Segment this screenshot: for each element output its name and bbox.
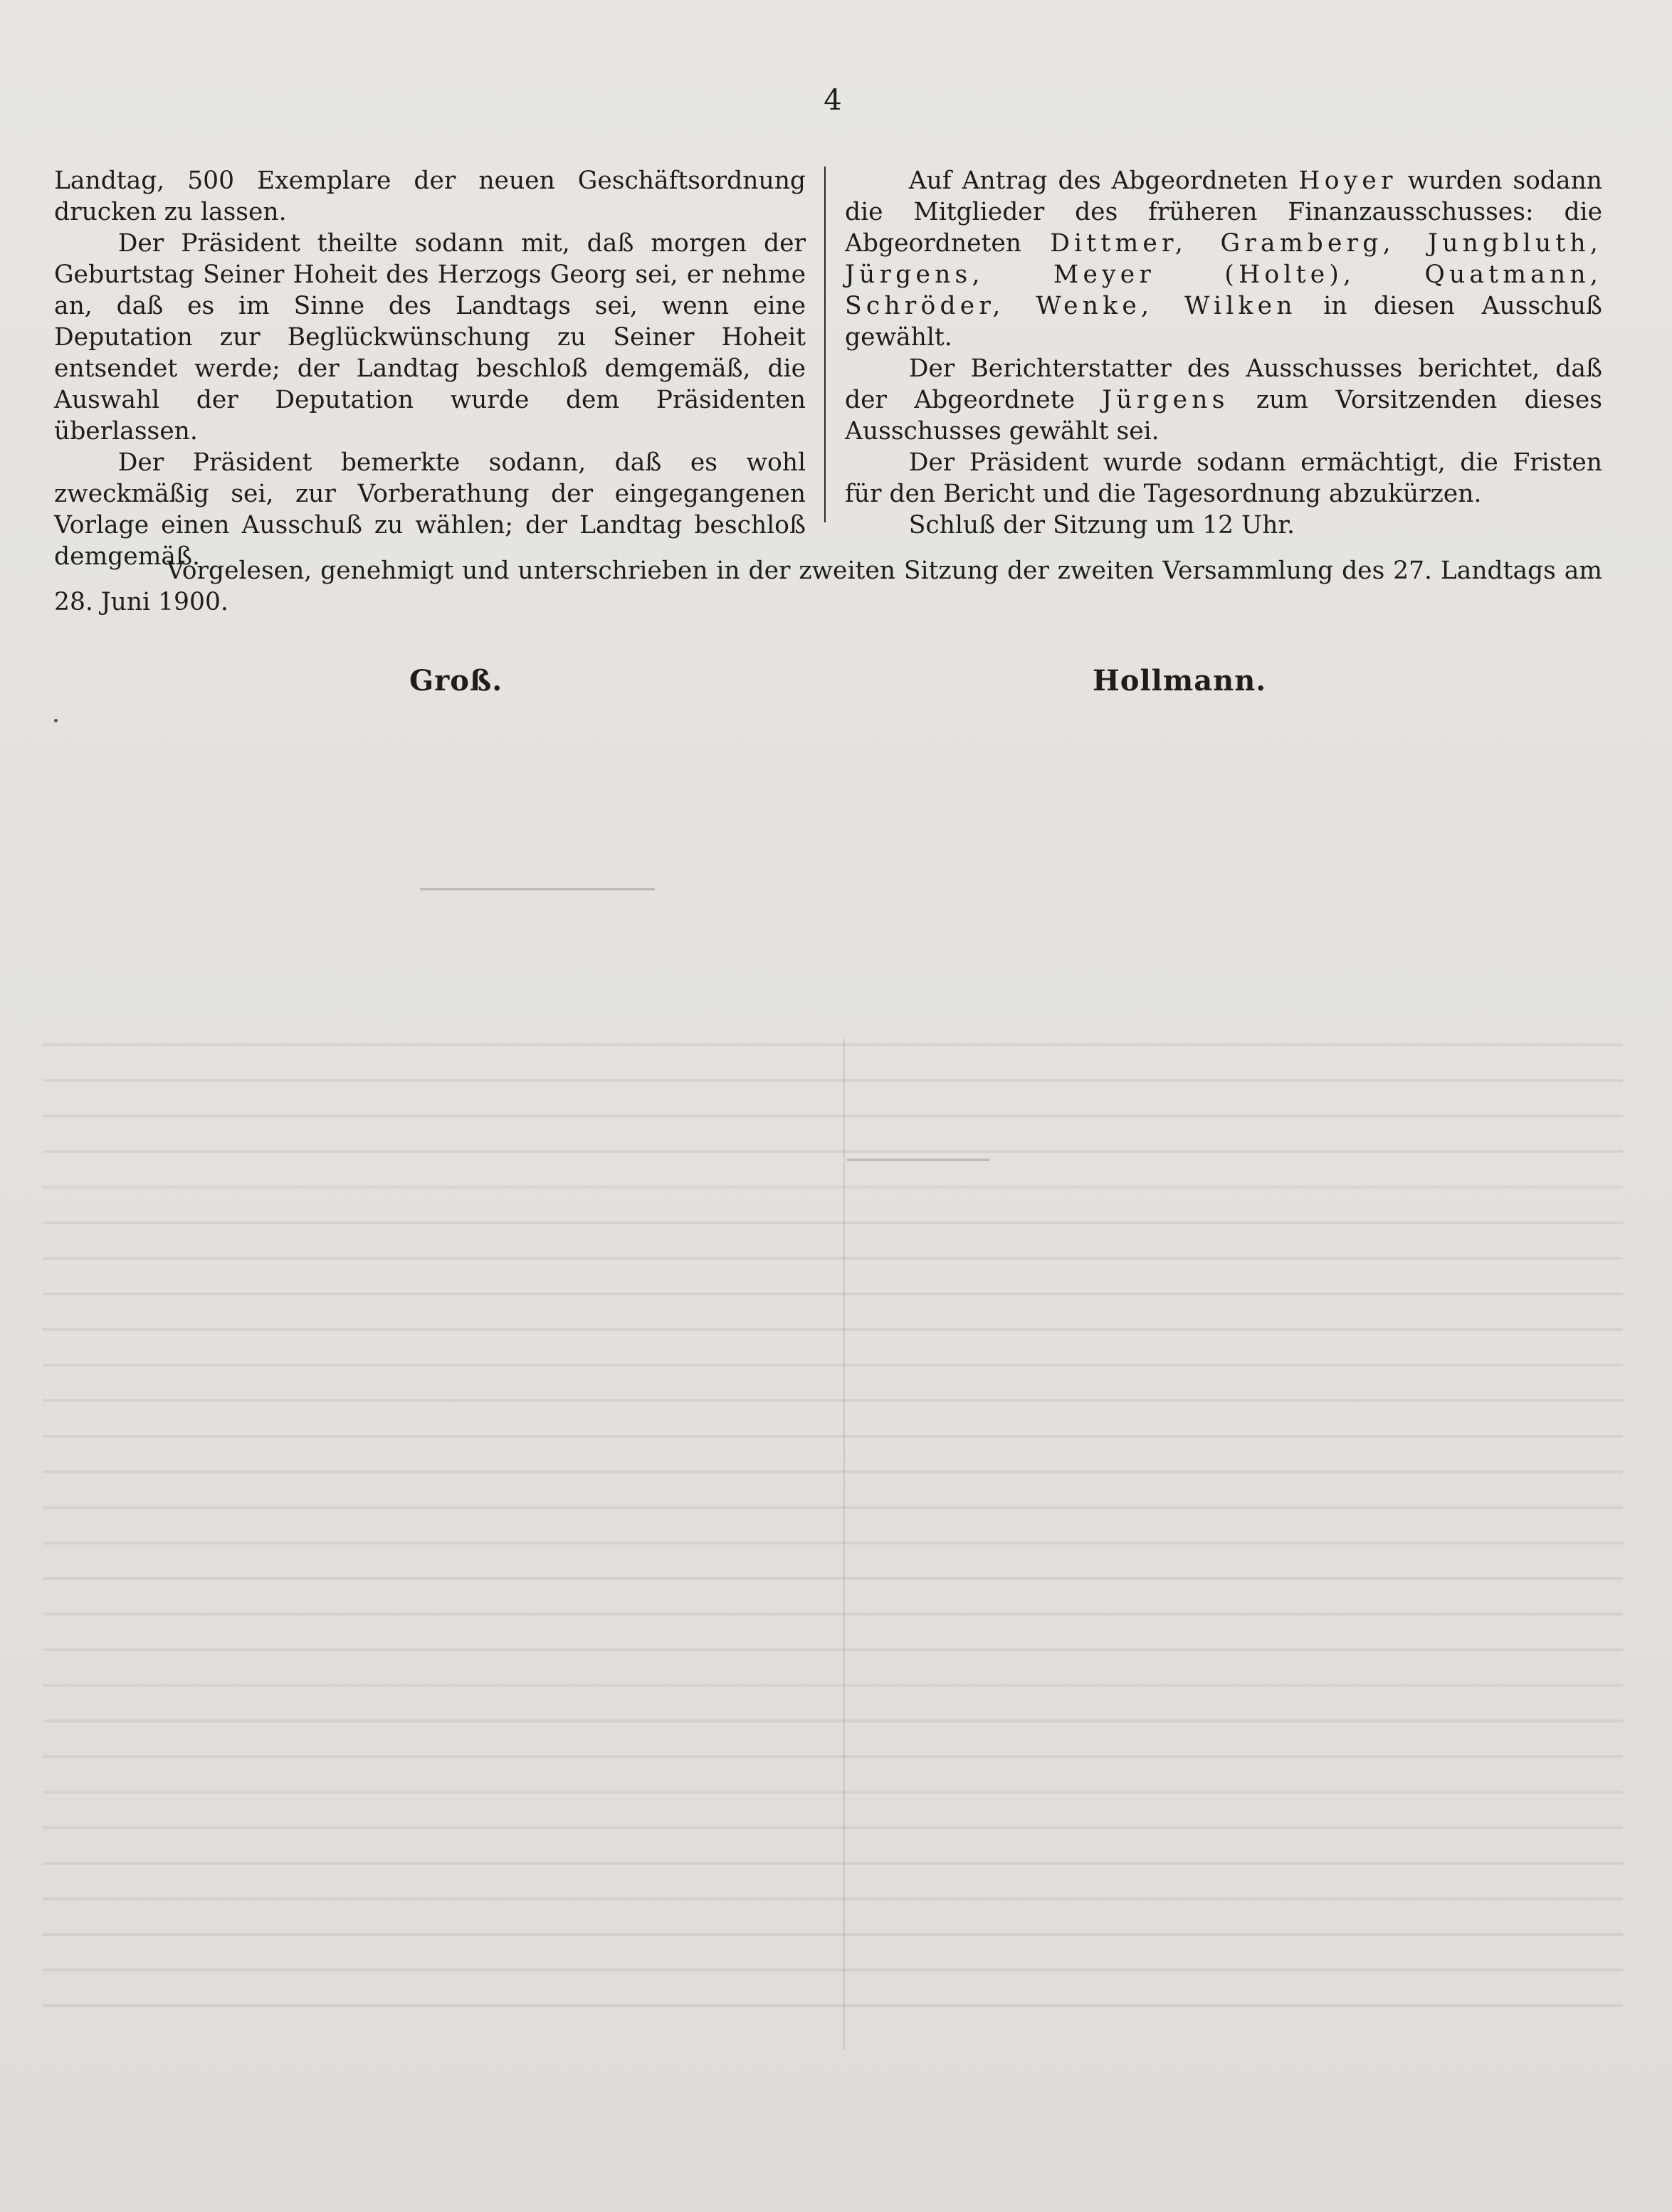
bleed-through-divider — [843, 1039, 845, 2050]
closing-statement: Vorgelesen, genehmigt und unterschrieben in der zweiten Sitzung der zweiten Versammlung des 27. Landtags am 28. Juni 1900. — [54, 557, 1602, 616]
paragraph: Schluß der Sitzung um 12 Uhr. — [908, 511, 1295, 539]
signature-right: Hollmann. — [1093, 664, 1267, 697]
paragraph — [845, 353, 1602, 447]
paragraph — [845, 165, 1602, 353]
signature-left: Groß. — [409, 664, 503, 697]
column-divider — [824, 167, 826, 522]
paragraph: Landtag, 500 Exemplare der neuen Geschäftsordnung drucken zu lassen. — [54, 167, 806, 226]
left-column — [54, 165, 806, 572]
page-number: 4 — [824, 84, 842, 117]
paragraph: Der Präsident wurde sodann ermächtigt, die Fristen für den Bericht und die Tagesordnung abzukürzen. — [845, 448, 1602, 508]
bleed-through-dateline — [399, 783, 427, 816]
paragraph: Der Präsident bemerkte sodann, daß es wohl zweckmäßig sei, zur Vorberathung der eingegangenen Vorlage einen Ausschuß zu wählen; der Landtag beschloß demgemäß. — [54, 448, 806, 571]
text-run: in diesen Ausschuß gewählt. — [845, 292, 1602, 352]
bleed-through-rule — [847, 1159, 989, 1161]
paragraph: Der Präsident theilte sodann mit, daß morgen der Geburtstag Seiner Hoheit des Herzogs Georg sei, er nehme an, daß es im Sinne des Landtags sei, wenn eine Deputation zur Beglückwünschung zu Seiner Hoheit entsendet werde; der Landtag beschloß demgemäß, die Auswahl der Deputation wurde dem Präsidenten überlassen. — [54, 229, 806, 446]
deputy-name: Hoyer — [1298, 167, 1397, 195]
text-run: wurden sodann die Mitglieder des früheren Finanzausschusses: die Abgeordneten — [845, 167, 1603, 258]
bleed-through-text-block — [43, 1025, 1623, 2035]
bleed-through-rule — [420, 888, 655, 890]
right-column — [845, 165, 1602, 541]
deputy-name: Jürgens — [1102, 386, 1229, 414]
text-run: zum Vorsitzenden dieses Ausschusses gewählt sei. — [845, 386, 1602, 446]
committee-members: Dittmer, Gramberg, Jungbluth, Jürgens, Meyer (Holte), Quatmann, Schröder, Wenke, Wilken — [845, 229, 1603, 320]
text-run: Auf Antrag des Abgeordneten — [908, 167, 1299, 195]
ink-speck — [54, 719, 58, 722]
bleed-through-subtitle — [591, 705, 624, 743]
text-run: Der Berichterstatter des Ausschusses berichtet, daß der Abgeordnete — [845, 354, 1602, 414]
